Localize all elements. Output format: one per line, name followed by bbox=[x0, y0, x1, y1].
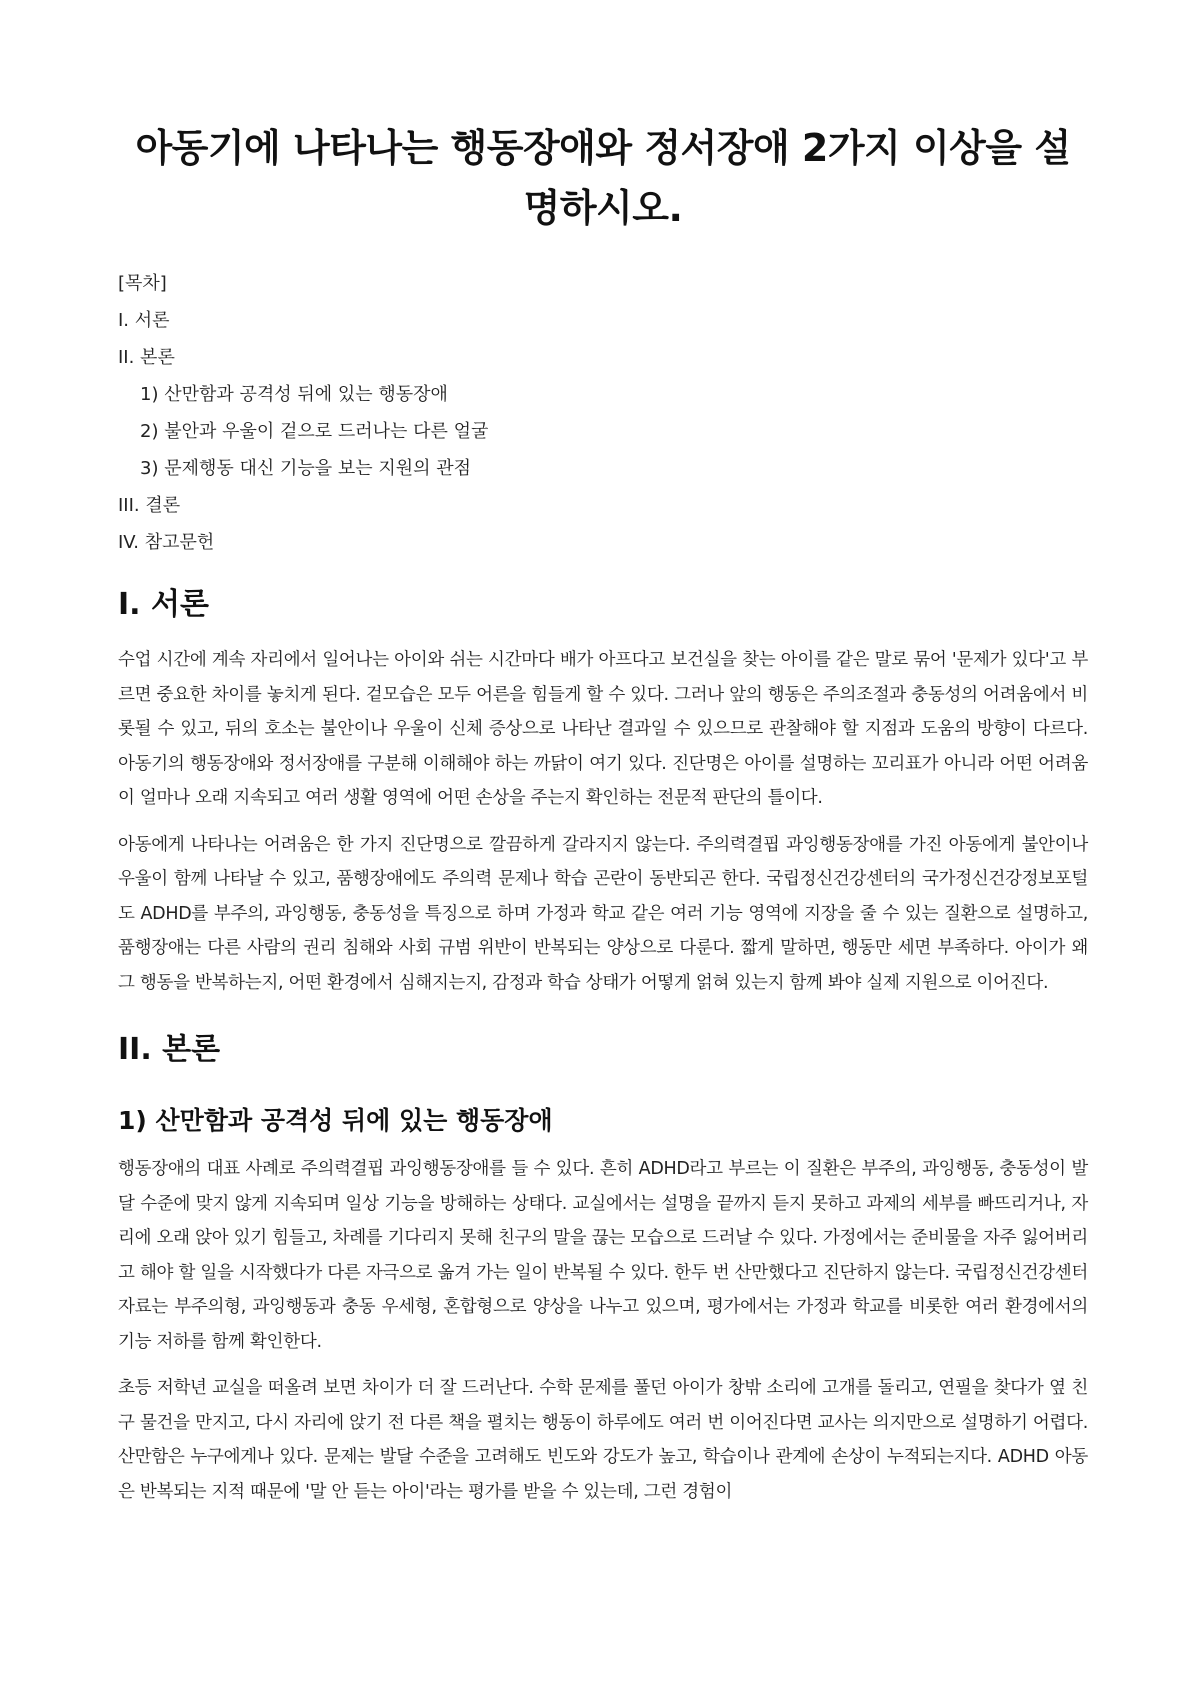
document-title: 아동기에 나타나는 행동장애와 정서장애 2가지 이상을 설명하시오. bbox=[135, 126, 1071, 230]
body-paragraph-1: 행동장애의 대표 사례로 주의력결핍 과잉행동장애를 들 수 있다. 흔히 ADHD라고 부르는 이 질환은 부주의, 과잉행동, 충동성이 발달 수준에 맞지 않게 지속되며 일상 기능을 방해하는 상태다. 교실에서는 설명을 끝까지 듣지 못하고 과제의 세부를 빠뜨리거나, 자리에 오래 앉아 있기 힘들고, 차례를 기다리지 못해 친구의 말을 끊는 모습으로 드러날 수 있다. 가정에서는 준비물을 자주 잃어버리고 해야 할 일을 시작했다가 다른 자극으로 옮겨 가는 일이 반복될 수 있다. 한두 번 산만했다고 진단하지 않는다. 국립정신건강센터 자료는 부주의형, 과잉행동과 충동 우세형, 혼합형으로 양상을 나누고 있으며, 평가에서는 가정과 학교를 비롯한 여러 환경에서의 기능 저하를 함께 확인한다. bbox=[118, 1159, 1088, 1352]
intro-section bbox=[118, 585, 1088, 1000]
intro-paragraph-1: 수업 시간에 계속 자리에서 일어나는 아이와 쉬는 시간마다 배가 아프다고 보건실을 찾는 아이를 같은 말로 묶어 '문제가 있다'고 부르면 중요한 차이를 놓치게 된다. 겉모습은 모두 어른을 힘들게 할 수 있다. 그러나 앞의 행동은 주의조절과 충동성의 어려움에서 비롯될 수 있고, 뒤의 호소는 불안이나 우울이 신체 증상으로 나타난 결과일 수 있으므로 관찰해야 할 지점과 도움의 방향이 다르다. 아동기의 행동장애와 정서장애를 구분해 이해해야 하는 까닭이 여기 있다. 진단명은 아이를 설명하는 꼬리표가 아니라 어떤 어려움이 얼마나 오래 지속되고 여러 생활 영역에 어떤 손상을 주는지 확인하는 전문적 판단의 틀이다. bbox=[118, 650, 1088, 808]
body-subheading-1: 1) 산만함과 공격성 뒤에 있는 행동장애 bbox=[118, 1106, 553, 1135]
toc-item-body-3: 3) 문제행동 대신 기능을 보는 지원의 관점 bbox=[140, 458, 472, 479]
body-paragraph-2: 초등 저학년 교실을 떠올려 보면 차이가 더 잘 드러난다. 수학 문제를 풀던 아이가 창밖 소리에 고개를 돌리고, 연필을 찾다가 옆 친구 물건을 만지고, 다시 자리에 앉기 전 다른 책을 펼치는 행동이 하루에도 여러 번 이어진다면 교사는 의지만으로 설명하기 어렵다. 산만함은 누구에게나 있다. 문제는 발달 수준을 고려해도 빈도와 강도가 높고, 학습이나 관계에 손상이 누적되는지다. ADHD 아동은 반복되는 지적 때문에 '말 안 듣는 아이'라는 평가를 받을 수 있는데, 그런 경험이 bbox=[118, 1378, 1088, 1502]
toc-label: [목차] bbox=[118, 273, 167, 294]
intro-paragraph-2: 아동에게 나타나는 어려움은 한 가지 진단명으로 깔끔하게 갈라지지 않는다. 주의력결핍 과잉행동장애를 가진 아동에게 불안이나 우울이 함께 나타날 수 있고, 품행장애에도 주의력 문제나 학습 곤란이 동반되곤 한다. 국립정신건강센터의 국가정신건강정보포털도 ADHD를 부주의, 과잉행동, 충동성을 특징으로 하며 가정과 학교 같은 여러 기능 영역에 지장을 줄 수 있는 질환으로 설명하고, 품행장애는 다른 사람의 권리 침해와 사회 규범 위반이 반복되는 양상으로 다룬다. 짧게 말하면, 행동만 세면 부족하다. 아이가 왜 그 행동을 반복하는지, 어떤 환경에서 심해지는지, 감정과 학습 상태가 어떻게 얽혀 있는지 함께 봐야 실제 지원으로 이어진다. bbox=[118, 834, 1088, 993]
toc-item-intro: I. 서론 bbox=[118, 310, 170, 331]
intro-heading: I. 서론 bbox=[118, 587, 209, 622]
toc-item-body: II. 본론 bbox=[118, 347, 175, 368]
toc-item-references: IV. 참고문헌 bbox=[118, 532, 215, 553]
toc-item-body-2: 2) 불안과 우울이 겉으로 드러나는 다른 얼굴 bbox=[140, 421, 489, 442]
body-heading: II. 본론 bbox=[118, 1032, 221, 1067]
body-section bbox=[118, 1030, 1088, 1509]
toc-item-conclusion: III. 결론 bbox=[118, 495, 181, 516]
table-of-contents bbox=[118, 272, 1088, 555]
toc-item-body-1: 1) 산만함과 공격성 뒤에 있는 행동장애 bbox=[140, 384, 448, 405]
